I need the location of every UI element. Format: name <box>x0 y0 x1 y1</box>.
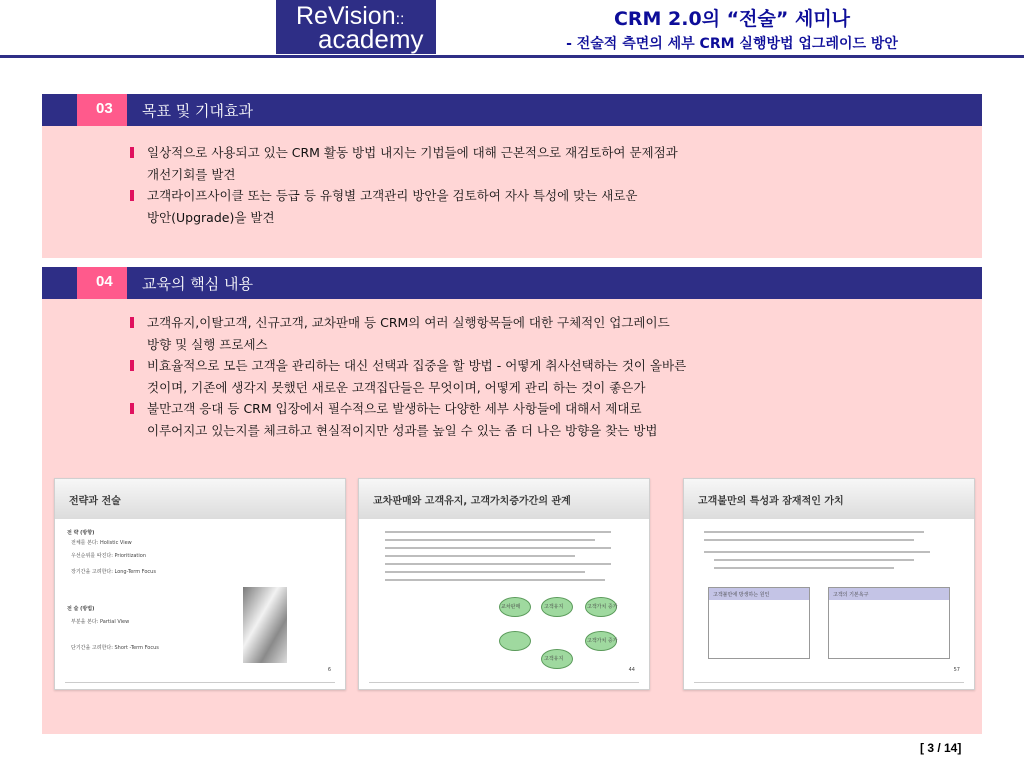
bullet-marker <box>130 360 134 371</box>
section-03-title: 목표 및 기대효과 <box>142 102 253 120</box>
bullet-marker <box>130 147 134 158</box>
page-subtitle: - 전술적 측면의 세부 CRM 실행방법 업그레이드 방안 <box>566 36 898 52</box>
bullet-item: 고객라이프사이클 또는 등급 등 유형별 고객관리 방안을 검토하여 자사 특성에 맞는 새로운 방안(Upgrade)을 발견 <box>130 185 850 228</box>
slide-thumbnail-complaint[interactable]: 고객불만의 특성과 잠재적인 가치 고객불만에 방생하는 원인 고객의 기본욕구 57 <box>683 478 975 690</box>
diagram-box: 고객의 기본욕구 <box>828 587 950 659</box>
slide-thumbnail-strategy-tactics[interactable]: 전략과 전술 전 략 (방향) 전체를 본다: Holistic View 우선순위를 따진다: Prioritization 장기간을 고려한다: Long-Term Focus 전 술 (방법) 부분을 본다: Partial View 단기간을 고려한다: Short -Term Focus 6 <box>54 478 346 690</box>
logo-suffix: :: <box>395 11 405 28</box>
bullet-item: 일상적으로 사용되고 있는 CRM 활동 방법 내지는 기법들에 대해 근본적으로 재검토하여 문제점과 개선기회를 발견 <box>130 142 850 185</box>
slide-thumbnail-cross-selling[interactable]: 교차판매와 고객유지, 고객가치증가간의 관계 교차판매 고객유지 고객가치 증가 고객유지 고객가치 증가 44 <box>358 478 650 690</box>
bullet-marker <box>130 403 134 414</box>
thumbnail-title: 교차판매와 고객유지, 고객가치증가간의 관계 <box>373 496 571 507</box>
logo-line2: academy <box>318 24 424 54</box>
page-indicator: [ 3 / 14] <box>920 741 962 755</box>
section-03-bullets <box>130 142 850 228</box>
section-04-header <box>42 267 982 299</box>
bullet-marker <box>130 190 134 201</box>
thumbnail-title: 고객불만의 특성과 잠재적인 가치 <box>698 496 844 507</box>
bullet-item: 비효율적으로 모든 고객을 관리하는 대신 선택과 집중을 할 방법 - 어떻게 취사선택하는 것이 올바른 것이며, 기존에 생각지 못했던 새로운 고객집단들은 무엇이며, 어떻게 관리 하는 것이 좋은가 <box>130 355 850 398</box>
revision-academy-logo <box>276 0 436 54</box>
logo-line1: ReVision <box>296 2 396 30</box>
sculpture-image <box>243 587 287 663</box>
section-04-number: 04 <box>96 273 113 290</box>
bullet-item: 고객유지,이탈고객, 신규고객, 교차판매 등 CRM의 여러 실행항목들에 대한 구체적인 업그레이드 방향 및 실행 프로세스 <box>130 312 850 355</box>
bullet-marker <box>130 317 134 328</box>
section-04-title: 교육의 핵심 내용 <box>142 275 253 293</box>
page-title: CRM 2.0의 “전술” 세미나 <box>613 8 851 30</box>
diagram-box: 고객불만에 방생하는 원인 <box>708 587 810 659</box>
header-divider <box>0 55 1024 58</box>
diagram-node <box>499 631 531 651</box>
section-03-header <box>42 94 982 126</box>
thumbnail-title: 전략과 전술 <box>69 496 121 507</box>
section-04-bullets <box>130 312 850 441</box>
bullet-item: 불만고객 응대 등 CRM 입장에서 필수적으로 발생하는 다양한 세부 사항들에 대해서 제대로 이루어지고 있는지를 체크하고 현실적이지만 성과를 높일 수 있는 좀 더 나은 방향을 찾는 방법 <box>130 398 850 441</box>
section-03-number: 03 <box>96 100 113 117</box>
